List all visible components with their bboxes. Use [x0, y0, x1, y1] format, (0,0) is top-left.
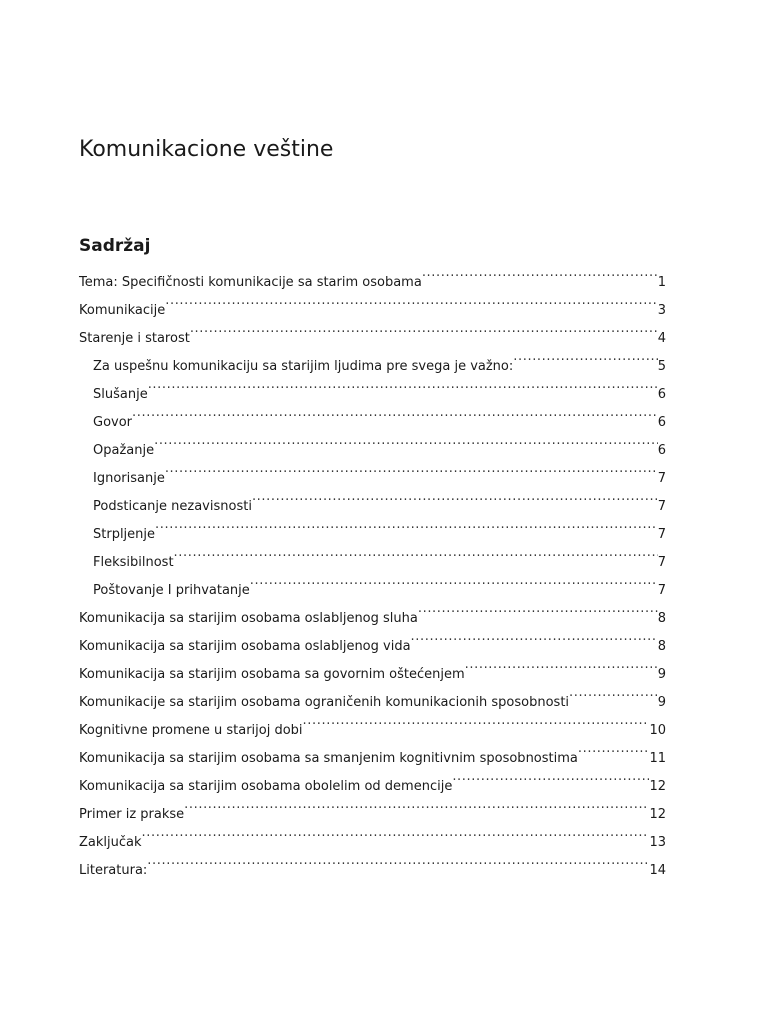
toc-page-number: 9 — [657, 667, 666, 682]
toc-page-number: 7 — [657, 499, 666, 514]
toc-entry-label: Komunikacija sa starijim osobama sa govornim oštećenjem — [79, 667, 465, 682]
toc-page-number: 7 — [657, 471, 666, 486]
toc-page-number: 8 — [657, 611, 666, 626]
toc-page-number: 7 — [657, 527, 666, 542]
toc-entry[interactable] — [79, 370, 666, 402]
toc-dot-leader — [418, 594, 658, 622]
toc-dot-leader — [174, 538, 658, 566]
toc-dot-leader — [578, 734, 650, 762]
table-of-contents — [79, 258, 666, 878]
toc-entry-label: Slušanje — [93, 387, 148, 402]
toc-dot-leader — [465, 650, 658, 678]
toc-page-number: 1 — [657, 275, 666, 290]
toc-dot-leader — [190, 314, 658, 342]
toc-entry-label: Komunikacija sa starijim osobama oslabljenog vida — [79, 639, 411, 654]
toc-dot-leader — [142, 818, 650, 846]
toc-entry[interactable] — [79, 538, 666, 570]
toc-dot-leader — [411, 622, 658, 650]
toc-dot-leader — [303, 706, 650, 734]
toc-entry-label: Komunikacija sa starijim osobama sa smanjenim kognitivnim sposobnostima — [79, 751, 578, 766]
toc-entry-label: Starenje i starost — [79, 331, 190, 346]
toc-entry-label: Ignorisanje — [93, 471, 165, 486]
document-title: Komunikacione veštine — [79, 137, 334, 162]
toc-page-number: 4 — [657, 331, 666, 346]
toc-entry-label: Zaključak — [79, 835, 142, 850]
toc-page-number: 10 — [649, 723, 666, 738]
toc-entry-label: Govor — [93, 415, 133, 430]
toc-entry-label: Kognitivne promene u starijoj dobi — [79, 723, 303, 738]
toc-entry[interactable] — [79, 510, 666, 542]
toc-page-number: 6 — [657, 387, 666, 402]
toc-page-number: 7 — [657, 583, 666, 598]
toc-page-number: 14 — [649, 863, 666, 878]
toc-entry-label: Opažanje — [93, 443, 155, 458]
toc-entry-label: Tema: Specifičnosti komunikacije sa starim osobama — [79, 275, 422, 290]
toc-entry-label: Literatura: — [79, 863, 148, 878]
toc-page-number: 12 — [649, 779, 666, 794]
toc-dot-leader — [513, 342, 657, 370]
toc-entry[interactable] — [79, 286, 666, 318]
toc-entry-label: Poštovanje I prihvatanje — [93, 583, 250, 598]
toc-dot-leader — [155, 510, 658, 538]
toc-entry-label: Strpljenje — [93, 527, 156, 542]
toc-entry[interactable] — [79, 482, 666, 514]
toc-page-number: 11 — [649, 751, 666, 766]
toc-page-number: 13 — [649, 835, 666, 850]
toc-dot-leader — [154, 426, 658, 454]
toc-dot-leader — [452, 762, 649, 790]
toc-dot-leader — [250, 566, 658, 594]
toc-heading: Sadržaj — [79, 236, 151, 256]
toc-dot-leader — [252, 482, 658, 510]
toc-entry[interactable] — [79, 846, 666, 878]
toc-dot-leader — [165, 454, 658, 482]
toc-entry-label: Primer iz prakse — [79, 807, 185, 822]
toc-entry[interactable] — [79, 818, 666, 850]
toc-entry[interactable] — [79, 398, 666, 430]
toc-entry[interactable] — [79, 426, 666, 458]
toc-page-number: 3 — [657, 303, 666, 318]
toc-entry-label: Za uspešnu komunikaciju sa starijim ljudima pre svega je važno: — [93, 359, 514, 374]
toc-entry-label: Podsticanje nezavisnosti — [93, 499, 252, 514]
toc-entry-label: Komunikacije sa starijim osobama ograničenih komunikacionih sposobnosti — [79, 695, 570, 710]
toc-entry[interactable] — [79, 454, 666, 486]
toc-dot-leader — [569, 678, 658, 706]
toc-entry-label: Komunikacija sa starijim osobama oslabljenog sluha — [79, 611, 418, 626]
toc-page-number: 7 — [657, 555, 666, 570]
toc-entry-label: Fleksibilnost — [93, 555, 174, 570]
toc-page-number: 6 — [657, 443, 666, 458]
toc-page-number: 12 — [649, 807, 666, 822]
toc-page-number: 6 — [657, 415, 666, 430]
toc-entry-label: Komunikacija sa starijim osobama obolelim od demencije — [79, 779, 453, 794]
toc-entry[interactable] — [79, 258, 666, 290]
toc-dot-leader — [148, 370, 658, 398]
toc-dot-leader — [165, 286, 657, 314]
toc-entry[interactable] — [79, 314, 666, 346]
toc-dot-leader — [132, 398, 658, 426]
toc-page-number: 8 — [657, 639, 666, 654]
toc-dot-leader — [422, 258, 658, 286]
toc-dot-leader — [147, 846, 649, 874]
toc-entry-label: Komunikacije — [79, 303, 166, 318]
toc-dot-leader — [184, 790, 649, 818]
toc-page-number: 5 — [657, 359, 666, 374]
toc-page-number: 9 — [657, 695, 666, 710]
